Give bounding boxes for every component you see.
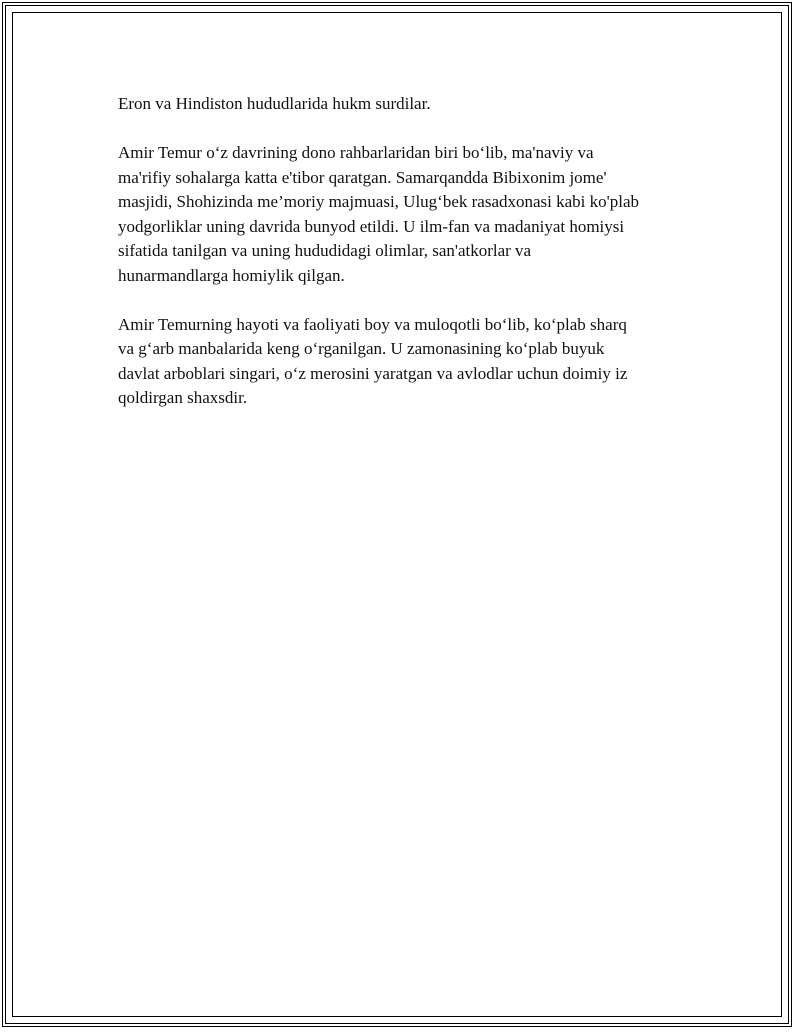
document-body [118,92,688,435]
paragraph-1: Eron va Hindiston hududlarida hukm surdilar. [118,94,431,113]
paragraph-2: Amir Temur o‘z davrining dono rahbarlaridan biri bo‘lib, ma'naviy va ma'rifiy sohalarga katta e'tibor qaratgan. Samarqandda Bibixonim jome' masjidi, Shohizinda me’moriy majmuasi, Ulug‘bek rasadxonasi kabi ko'plab yodgorliklar uning davrida bunyod etildi. U ilm-fan va madaniyat homiysi sifatida tanilgan va uning hududidagi olimlar, san'atkorlar va hunarmandlarga homiylik qilgan. [118,143,639,285]
paragraph-3: Amir Temurning hayoti va faoliyati boy va muloqotli bo‘lib, ko‘plab sharq va g‘arb manbalarida keng o‘rganilgan. U zamonasining ko‘plab buyuk davlat arboblari singari, o‘z merosini yaratgan va avlodlar uchun doimiy iz qoldirgan shaxsdir. [118,314,628,407]
